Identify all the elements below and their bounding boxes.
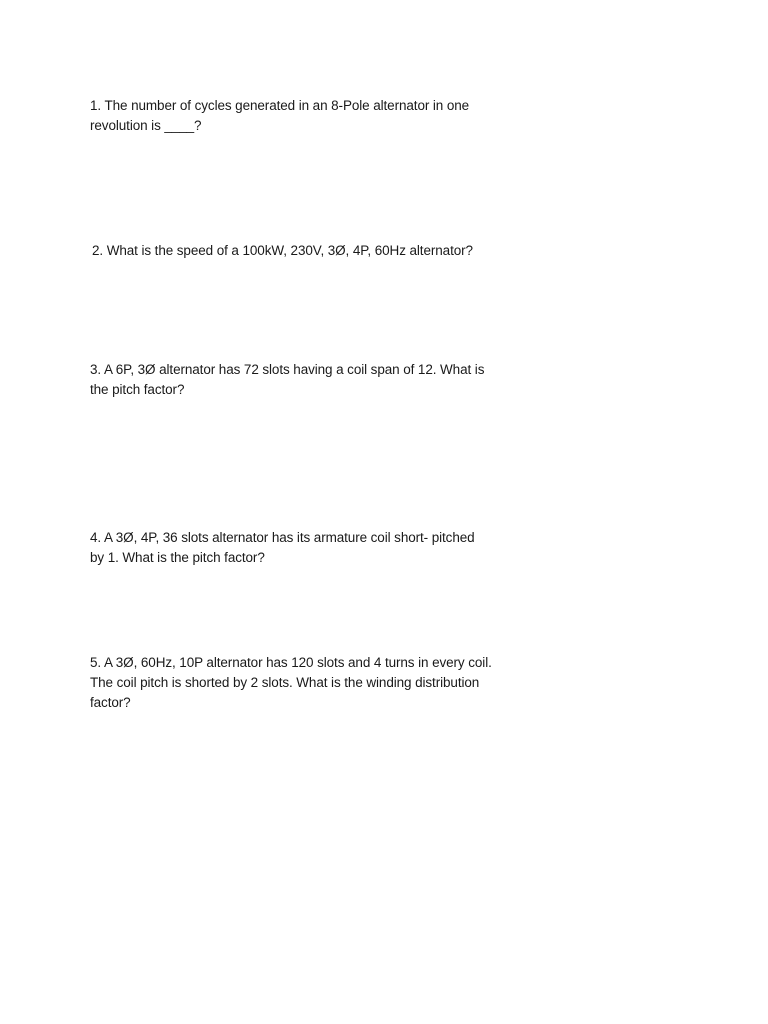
question-1 (90, 96, 510, 136)
question-2-line-1: 2. What is the speed of a 100kW, 230V, 3Ø, 4P, 60Hz alternator? (92, 243, 473, 258)
question-2 (92, 241, 512, 261)
question-4 (90, 528, 510, 568)
question-5-line-1: 5. A 3Ø, 60Hz, 10P alternator has 120 slots and 4 turns in every coil. (90, 655, 492, 670)
question-3-line-1: 3. A 6P, 3Ø alternator has 72 slots having a coil span of 12. What is (90, 362, 485, 377)
question-4-line-1: 4. A 3Ø, 4P, 36 slots alternator has its armature coil short- pitched (90, 530, 475, 545)
question-3-line-2: the pitch factor? (90, 382, 185, 397)
question-5-line-3: factor? (90, 695, 131, 710)
question-5-line-2: The coil pitch is shorted by 2 slots. What is the winding distribution (90, 675, 480, 690)
question-4-line-2: by 1. What is the pitch factor? (90, 550, 265, 565)
question-3 (90, 360, 510, 400)
question-5 (90, 653, 510, 713)
question-1-line-2: revolution is ____? (90, 118, 202, 133)
question-1-line-1: 1. The number of cycles generated in an 8-Pole alternator in one (90, 98, 470, 113)
